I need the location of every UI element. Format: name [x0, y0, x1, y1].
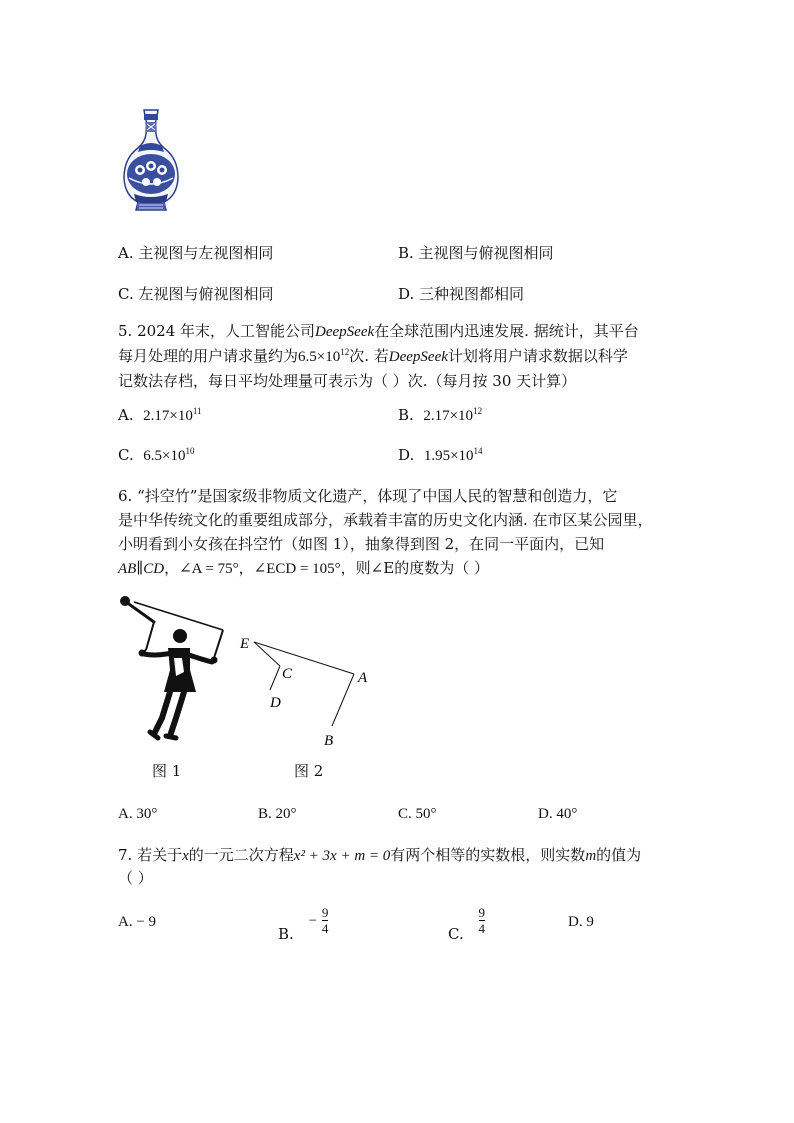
point-e-label: E — [240, 636, 250, 652]
quadratic-equation: x² + 3x + m = 0 — [293, 848, 391, 864]
q6-text: 6. “抖空竹”是国家级非物质文化遗产，体现了中国人民的智慧和创造力，它 — [118, 487, 618, 505]
q7-option-d[interactable]: D. 9 — [568, 914, 594, 930]
q5-value-base: 6.5×10 — [298, 349, 341, 365]
company-name: DeepSeek — [315, 324, 375, 340]
q5-text: 在全球范围内迅速发展. 据统计，其平台 — [374, 322, 639, 340]
q7-text: 的值为 — [596, 846, 642, 864]
q7-option-a[interactable]: A. − 9 — [118, 914, 157, 930]
option-base: 6.5×10 — [143, 448, 186, 464]
q7-line-2 — [118, 866, 153, 890]
q6-line-2 — [118, 508, 653, 532]
q6-option-b[interactable]: B. 20° — [258, 806, 297, 822]
point-b-label: B — [324, 733, 334, 749]
q7-option-b[interactable] — [278, 905, 329, 943]
q7-text: 有两个相等的实数根，则实数 — [390, 846, 586, 864]
fraction-denominator: 4 — [478, 921, 485, 936]
angle-a-condition: ，∠A = 75°， — [164, 561, 254, 577]
point-d-label: D — [270, 695, 281, 711]
figure-2-geometry — [236, 630, 376, 750]
negative-sign: − — [308, 912, 318, 929]
q5-text: 5. 2024 年末，人工智能公司 — [118, 322, 316, 340]
figure-2-caption: 图 2 — [294, 762, 324, 780]
segment-ab — [332, 674, 354, 726]
q7-line-1 — [118, 843, 641, 868]
q7-text: 7. 若关于 — [118, 846, 183, 864]
q7-text: 的一元二次方程 — [188, 846, 294, 864]
q5-value-exponent: 12 — [340, 347, 350, 357]
option-base: 2.17×10 — [143, 408, 193, 424]
q6-text: ，则∠E的度数为（ ） — [340, 559, 489, 577]
point-a-label: A — [358, 670, 368, 686]
q5-text: 次. 若 — [349, 347, 389, 365]
q6-line-1 — [118, 484, 617, 508]
option-label: D. — [398, 446, 415, 464]
segment-ec — [254, 642, 280, 666]
option-exponent: 10 — [185, 446, 195, 456]
option-exponent: 12 — [473, 406, 483, 416]
fraction-numerator: 9 — [321, 905, 329, 920]
q4-option-b[interactable]: B. 主视图与俯视图相同 — [398, 244, 554, 262]
q7-text: （ ） — [118, 869, 153, 887]
q5-line-2 — [118, 344, 628, 369]
option-label: C. — [118, 446, 134, 464]
q5-line-1 — [118, 319, 639, 344]
q7-option-c[interactable] — [448, 905, 485, 943]
q5-option-b[interactable] — [398, 406, 482, 425]
figure-1-diabolo-player — [118, 596, 230, 746]
segment-cd — [270, 666, 280, 690]
point-c-label: C — [282, 666, 293, 682]
company-name: DeepSeek — [388, 349, 448, 365]
q4-option-a[interactable]: A. 主视图与左视图相同 — [118, 244, 274, 262]
fraction-numerator: 9 — [478, 905, 485, 920]
q5-text: 计划将用户请求数据以科学 — [447, 347, 628, 365]
variable-x: x — [182, 848, 189, 864]
q5-option-c[interactable] — [118, 446, 194, 465]
option-label: C. — [448, 924, 464, 943]
q6-option-a[interactable]: A. 30° — [118, 806, 158, 822]
option-exponent: 11 — [192, 406, 202, 416]
parallel-condition: AB∥CD — [118, 561, 165, 577]
q6-option-c[interactable]: C. 50° — [398, 806, 437, 822]
option-label: B. — [278, 924, 294, 943]
fraction-nine-fourths — [479, 906, 486, 935]
segment-ea — [254, 642, 354, 674]
option-base: 2.17×10 — [423, 408, 474, 424]
option-label: B. — [398, 406, 414, 424]
q6-text: 是中华传统文化的重要组成部分，承载着丰富的历史文化内涵. 在市区某公园里， — [118, 511, 653, 529]
option-exponent: 14 — [473, 446, 483, 456]
q5-text: 每月处理的用户请求量约为 — [118, 347, 299, 365]
option-base: 1.95×10 — [423, 448, 474, 464]
q6-line-3 — [118, 532, 604, 556]
q4-option-d[interactable]: D. 三种视图都相同 — [398, 285, 525, 303]
figure-1-caption: 图 1 — [152, 762, 182, 780]
q5-text: 记数法存档，每日平均处理量可表示为（ ）次.（每月按 30 天计算） — [118, 372, 577, 390]
q5-option-a[interactable] — [118, 406, 202, 425]
q5-option-d[interactable] — [398, 446, 483, 465]
q5-line-3 — [118, 369, 576, 393]
q4-option-c[interactable]: C. 左视图与俯视图相同 — [118, 285, 274, 303]
vase-image — [120, 108, 182, 212]
angle-ecd-condition: ∠ECD = 105° — [253, 561, 341, 577]
option-label: A. — [118, 406, 134, 424]
variable-m: m — [585, 848, 597, 864]
q6-option-d[interactable]: D. 40° — [538, 806, 578, 822]
fraction-denominator: 4 — [321, 921, 329, 936]
q6-line-4 — [118, 556, 489, 581]
fraction-nine-fourths — [322, 906, 329, 935]
q6-text: 小明看到小女孩在抖空竹（如图 1），抽象得到图 2，在同一平面内，已知 — [118, 535, 605, 553]
